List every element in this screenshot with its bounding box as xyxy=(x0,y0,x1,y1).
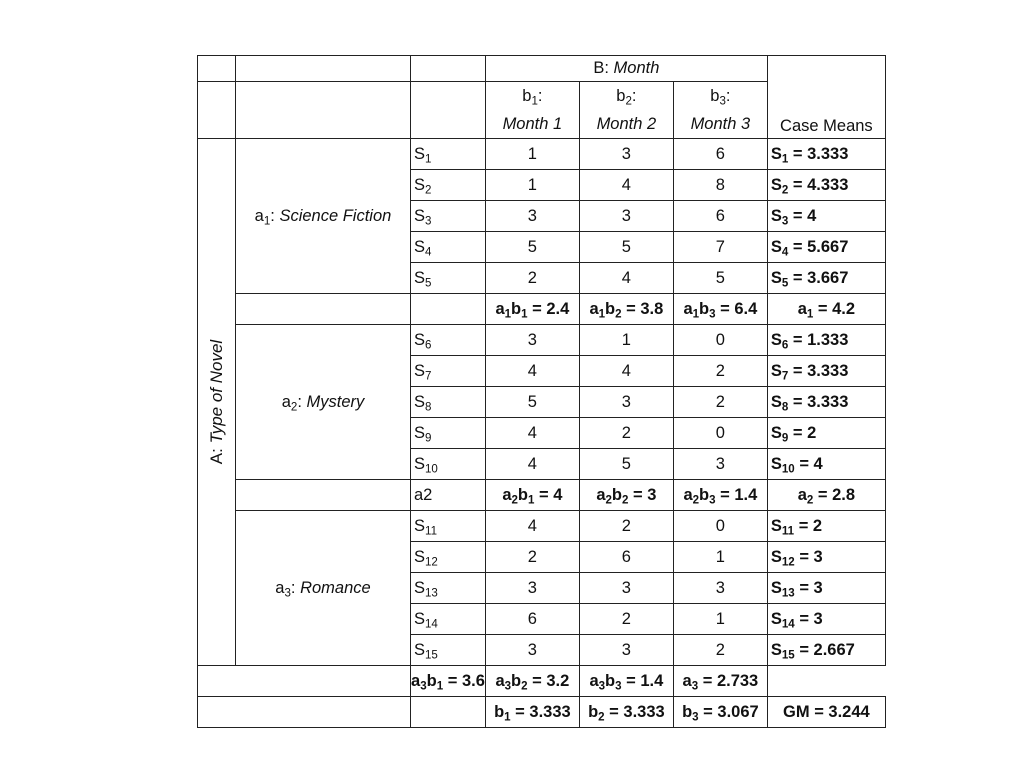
score-cell: 3 xyxy=(579,139,673,170)
subject-label: $S_9$ xyxy=(411,418,486,449)
subject-label: $S_8$ xyxy=(411,387,486,418)
case-mean-cell: $S_2 = 4.333$ xyxy=(767,170,885,201)
score-cell: 3 xyxy=(579,573,673,604)
score-cell: 4 xyxy=(485,511,579,542)
a-level-label-2: $a_2$: Mystery xyxy=(236,325,411,480)
score-cell: 4 xyxy=(485,418,579,449)
score-cell: 2 xyxy=(579,604,673,635)
score-cell: 4 xyxy=(579,356,673,387)
case-mean-cell: $S_5 = 3.667$ xyxy=(767,263,885,294)
score-cell: 2 xyxy=(485,263,579,294)
score-cell: 1 xyxy=(673,604,767,635)
score-cell: 3 xyxy=(485,325,579,356)
score-cell: 5 xyxy=(579,232,673,263)
a-level-mean: $a_3 = 2.733$ xyxy=(673,666,767,697)
case-mean-cell: $S_9 = 2$ xyxy=(767,418,885,449)
b-means-label xyxy=(411,697,486,728)
level-mean-row xyxy=(198,480,886,511)
case-mean-cell: $S_{15} = 2.667$ xyxy=(767,635,885,666)
corner-cell xyxy=(411,56,486,82)
factor-b-header: B: Month xyxy=(485,56,767,82)
level-mean-row xyxy=(198,666,886,697)
corner-cell xyxy=(236,82,411,139)
score-cell: 5 xyxy=(485,387,579,418)
score-cell: 6 xyxy=(673,139,767,170)
subject-label: $S_{14}$ xyxy=(411,604,486,635)
subject-label: $S_3$ xyxy=(411,201,486,232)
b-level-header-1: $b_1$: Month 1 xyxy=(485,82,579,139)
score-cell: 1 xyxy=(485,170,579,201)
cell-mean: $a_3b_3 = 1.4$ xyxy=(579,666,673,697)
score-cell: 2 xyxy=(579,418,673,449)
score-cell: 4 xyxy=(485,449,579,480)
grand-mean: GM = 3.244 xyxy=(767,697,885,728)
cell-mean: $a_3b_2 = 3.2$ xyxy=(485,666,579,697)
score-cell: 5 xyxy=(485,232,579,263)
subject-label: $S_6$ xyxy=(411,325,486,356)
case-mean-cell: $S_{12} = 3$ xyxy=(767,542,885,573)
a-level-mean: $a_1 = 4.2$ xyxy=(767,294,885,325)
score-cell: 1 xyxy=(579,325,673,356)
cell-mean: $a_1b_3 = 6.4$ xyxy=(673,294,767,325)
b-level-header-2: $b_2$: Month 2 xyxy=(579,82,673,139)
case-mean-cell: $S_{13} = 3$ xyxy=(767,573,885,604)
score-cell: 3 xyxy=(579,635,673,666)
score-cell: 8 xyxy=(673,170,767,201)
b-level-header-3: $b_3$: Month 3 xyxy=(673,82,767,139)
level-mean-label xyxy=(411,294,486,325)
score-cell: 0 xyxy=(673,418,767,449)
subject-label: $S_5$ xyxy=(411,263,486,294)
subject-label: $S_{15}$ xyxy=(411,635,486,666)
a-level-label-3: $a_3$: Romance xyxy=(236,511,411,666)
case-mean-cell: $S_{11} = 2$ xyxy=(767,511,885,542)
score-cell: 2 xyxy=(485,542,579,573)
cell-mean: $a_2b_1 = 4$ xyxy=(485,480,579,511)
score-cell: 3 xyxy=(485,635,579,666)
corner-cell xyxy=(411,82,486,139)
cell-mean: $a_1b_1 = 2.4$ xyxy=(485,294,579,325)
case-mean-cell: $S_{10} = 4$ xyxy=(767,449,885,480)
level-mean-blank xyxy=(198,666,411,697)
case-means-header: Case Means xyxy=(767,56,885,139)
a-level-mean: $a_2 = 2.8$ xyxy=(767,480,885,511)
score-cell: 3 xyxy=(579,201,673,232)
subject-label: $S_4$ xyxy=(411,232,486,263)
score-cell: 2 xyxy=(673,356,767,387)
cell-mean: $a_2b_3 = 1.4$ xyxy=(673,480,767,511)
b-means-row xyxy=(198,697,886,728)
b-means-blank xyxy=(198,697,411,728)
subject-row xyxy=(198,139,886,170)
level-mean-blank xyxy=(236,294,411,325)
score-cell: 2 xyxy=(579,511,673,542)
header-row-factor-b xyxy=(198,56,886,82)
score-cell: 4 xyxy=(579,170,673,201)
level-mean-blank xyxy=(236,480,411,511)
score-cell: 5 xyxy=(673,263,767,294)
score-cell: 0 xyxy=(673,511,767,542)
level-mean-row xyxy=(198,294,886,325)
level-mean-label: a2 xyxy=(411,480,486,511)
subject-label: $S_{10}$ xyxy=(411,449,486,480)
score-cell: 0 xyxy=(673,325,767,356)
score-cell: 4 xyxy=(579,263,673,294)
score-cell: 3 xyxy=(485,573,579,604)
subject-label: $S_1$ xyxy=(411,139,486,170)
score-cell: 1 xyxy=(485,139,579,170)
factor-a-header xyxy=(198,139,236,666)
case-mean-cell: $S_{14} = 3$ xyxy=(767,604,885,635)
score-cell: 6 xyxy=(485,604,579,635)
case-mean-cell: $S_8 = 3.333$ xyxy=(767,387,885,418)
b-level-mean: $b_1 = 3.333$ xyxy=(485,697,579,728)
anova-data-table xyxy=(197,55,886,728)
factor-a-label: A: Type of Novel xyxy=(206,339,226,465)
score-cell: 3 xyxy=(673,449,767,480)
b-level-mean: $b_3 = 3.067$ xyxy=(673,697,767,728)
corner-cell xyxy=(198,82,236,139)
score-cell: 2 xyxy=(673,387,767,418)
case-mean-cell: $S_6 = 1.333$ xyxy=(767,325,885,356)
score-cell: 6 xyxy=(579,542,673,573)
subject-label: $S_7$ xyxy=(411,356,486,387)
corner-cell xyxy=(236,56,411,82)
score-cell: 3 xyxy=(673,573,767,604)
subject-row xyxy=(198,511,886,542)
corner-cell xyxy=(198,56,236,82)
cell-mean: $a_1b_2 = 3.8$ xyxy=(579,294,673,325)
score-cell: 7 xyxy=(673,232,767,263)
score-cell: 5 xyxy=(579,449,673,480)
cell-mean: $a_3b_1 = 3.6$ xyxy=(411,666,486,697)
case-mean-cell: $S_3 = 4$ xyxy=(767,201,885,232)
b-level-mean: $b_2 = 3.333$ xyxy=(579,697,673,728)
score-cell: 3 xyxy=(485,201,579,232)
score-cell: 2 xyxy=(673,635,767,666)
case-mean-cell: $S_1 = 3.333$ xyxy=(767,139,885,170)
cell-mean: $a_2b_2 = 3$ xyxy=(579,480,673,511)
score-cell: 6 xyxy=(673,201,767,232)
score-cell: 1 xyxy=(673,542,767,573)
case-mean-cell: $S_4 = 5.667$ xyxy=(767,232,885,263)
subject-label: $S_{12}$ xyxy=(411,542,486,573)
score-cell: 4 xyxy=(485,356,579,387)
subject-label: $S_{11}$ xyxy=(411,511,486,542)
case-mean-cell: $S_7 = 3.333$ xyxy=(767,356,885,387)
a-level-label-1: $a_1$: Science Fiction xyxy=(236,139,411,294)
subject-label: $S_{13}$ xyxy=(411,573,486,604)
subject-row xyxy=(198,325,886,356)
score-cell: 3 xyxy=(579,387,673,418)
subject-label: $S_2$ xyxy=(411,170,486,201)
